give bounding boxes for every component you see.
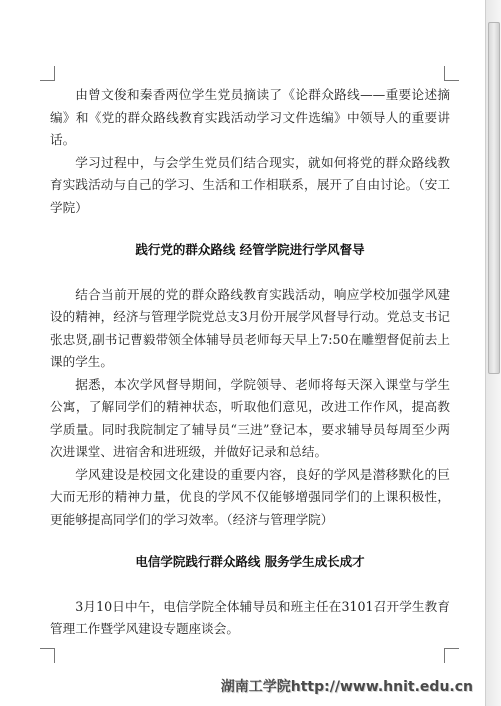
paragraph: 结合当前开展的党的群众路线教育实践活动，响应学校加强学风建设的精神，经济与管理学院党总支3月份开展学风督导行动。党总支书记张忠贤,副书记曹毅带领全体辅导员老师每天早上7:50在雕塑督促前去上课的学生。 xyxy=(50,286,450,369)
paragraph: 学习过程中，与会学生党员们结合现实，就如何将党的群众路线教育实践活动与自己的学习、生活和工作相联系，展开了自由讨论。（安工学院） xyxy=(50,154,450,215)
margin-marker-top-right xyxy=(444,66,459,81)
scrollbar-thumb[interactable] xyxy=(488,22,500,374)
paragraph: 据悉，本次学风督导期间，学院领导、老师将每天深入课堂与学生公寓，了解同学们的精神状态，听取他们意见，改进工作作风，提高教学质量。同时我院制定了辅导员“三进”登记本，要求辅导员每周至少两次进课堂、进宿舍和进班级，并做好记录和总结。 xyxy=(50,376,450,459)
paragraph: 学风建设是校园文化建设的重要内容，良好的学风是潜移默化的巨大而无形的精神力量，优良的学风不仅能够增强同学们的上课积极性，更能够提高同学们的学习效率。（经济与管理学院） xyxy=(50,466,450,527)
margin-marker-bottom-right xyxy=(444,648,459,663)
margin-marker-bottom-left xyxy=(40,648,55,663)
margin-marker-top-left xyxy=(40,66,55,81)
vertical-scrollbar[interactable] xyxy=(485,0,501,706)
site-watermark: 湖南工学院http://www.hnit.edu.cn xyxy=(220,679,473,695)
document-body xyxy=(50,84,450,641)
section-title: 电信学院践行群众路线 服务学生成长成才 xyxy=(135,554,365,569)
paragraph: 3月10日中午，电信学院全体辅导员和班主任在3101召开学生教育管理工作暨学风建设专题座谈会。 xyxy=(50,598,450,636)
paragraph: 由曾文俊和秦香两位学生党员摘读了《论群众路线——重要论述摘编》和《党的群众路线教育实践活动学习文件选编》中领导人的重要讲话。 xyxy=(50,87,450,147)
section-title: 践行党的群众路线 经管学院进行学风督导 xyxy=(135,242,365,257)
